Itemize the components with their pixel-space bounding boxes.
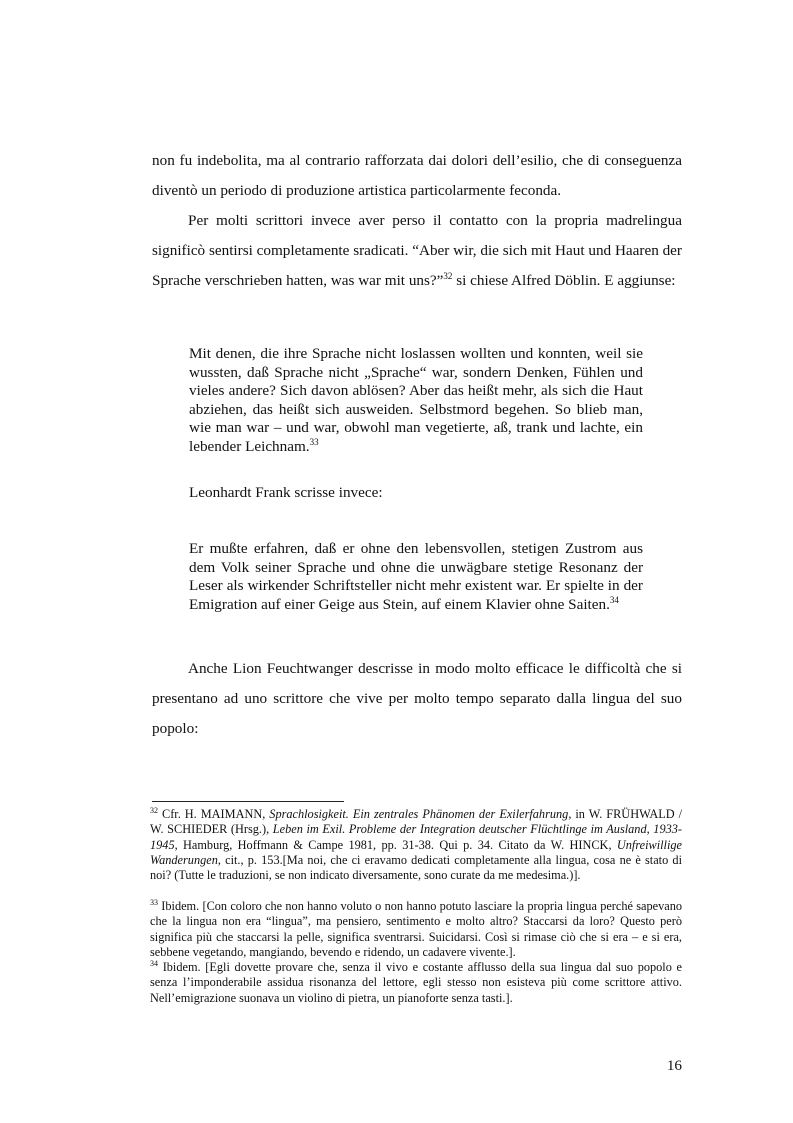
paragraph-feuchtwanger (152, 654, 682, 744)
footnote-34 (150, 960, 682, 1006)
quote-text: Er mußte erfahren, daß er ohne den lebensvollen, stetigen Zustrom aus dem Volk seiner Sprache und ohne die unwägbare stetige Resonanz der Leser als wirkender Schriftsteller nicht mehr existent war. Er spielte in der Emigration auf einer Geige aus Stein, auf einem Klavier ohne Saiten. (189, 540, 643, 613)
footnote-title-italic: Leben im Exil. Probleme der Integration deutscher Flüchtlinge im Ausland, 1933-1945 (150, 822, 682, 852)
footnote-ref-33: 33 (309, 436, 319, 447)
paragraph-text: Leonhardt Frank scrisse invece: (189, 484, 383, 501)
footnote-ref-32: 32 (443, 271, 453, 281)
footnote-text: Ibidem. [Egli dovette provare che, senza il vivo e costante afflusso della sua lingua dal suo popolo e senza l’imponderabile assidua risonanza del lettore, egli stesso non esisteva più come scrittore attivo. Nell’emigrazione suonava un violino di pietra, un pianoforte senza tasti.]. (150, 960, 682, 1005)
paragraph-text: si chiese Alfred Döblin. E aggiunse: (452, 272, 676, 289)
paragraph-frank-intro (189, 484, 383, 502)
footnote-text: Cfr. H. MAIMANN, (158, 807, 270, 821)
footnote-title-italic: Unfreiwillige Wanderungen (150, 837, 682, 867)
paragraph-text: non fu indebolita, ma al contrario rafforzata dai dolori dell’esilio, che di conseguenza diventò un periodo di produzione artistica particolarmente feconda. (152, 152, 682, 199)
footnote-number: 34 (150, 959, 158, 968)
quote-text: Mit denen, die ihre Sprache nicht loslassen wollten und konnten, weil sie wussten, daß Sprache nicht „Sprache“ war, sondern Denken, Fühlen und vieles andere? Sich davon ablösen? Aber das heißt mehr, als sich die Haut abziehen, das heißt sich ausweiden. Selbstmord begehen. So blieb man, wie man war – und war, obwohl man vegetierte, aß, trank und lachte, ein lebender Leichnam. (189, 345, 643, 455)
paragraph-text: Anche Lion Feuchtwanger descrisse in modo molto efficace le difficoltà che si presentano ad uno scrittore che vive per molto tempo separato dalla lingua del suo popolo: (152, 660, 682, 737)
footnote-separator (152, 801, 344, 802)
footnote-text: Ibidem. [Con coloro che non hanno voluto o non hanno potuto lasciare la propria lingua perché sapevano che la lingua non era “lingua”, ma pensiero, sentimento e molto altro? Staccarsi da loro? Questo però significa più che staccarsi la pelle, significa sventrarsi. Suicidarsi. Così si rimase ciò che si era – e si era, sebbene vegetando, mangiando, bevendo e ridendo, un cadavere vivente.]. (150, 899, 682, 959)
paragraph-doeblin (152, 206, 682, 296)
footnote-33 (150, 899, 682, 960)
paragraph-continuation (152, 146, 682, 206)
footnote-text: , cit., p. 153.[Ma noi, che ci eravamo dedicati completamente alla lingua, cosa ne è stato di noi? (Tutte le traduzioni, se non indicato diversamente, sono curate da me medesima.)]. (150, 852, 682, 883)
footnote-text: , in W. FRÜHWALD / W. SCHIEDER (Hrsg.), (150, 807, 682, 837)
paragraph-text: Per molti scrittori invece aver perso il contatto con la propria madrelingua significò sentirsi completamente sradicati. “Aber wir, die sich mit Haut und Haaren der Sprache verschrieben hatten, was war mit uns?” (152, 212, 682, 289)
block-quote-frank (189, 540, 643, 614)
block-quote-doeblin (189, 345, 643, 457)
page-number: 16 (666, 1057, 682, 1074)
footnote-number: 32 (150, 806, 158, 815)
footnote-32 (150, 807, 682, 883)
footnote-ref-34: 34 (609, 594, 619, 605)
footnote-text: , Hamburg, Hoffmann & Campe 1981, pp. 31-38. Qui p. 34. Citato da W. HINCK, (174, 837, 617, 852)
footnote-number: 33 (150, 898, 158, 907)
footnote-title-italic: Sprachlosigkeit. Ein zentrales Phänomen der Exilerfahrung (269, 807, 569, 821)
